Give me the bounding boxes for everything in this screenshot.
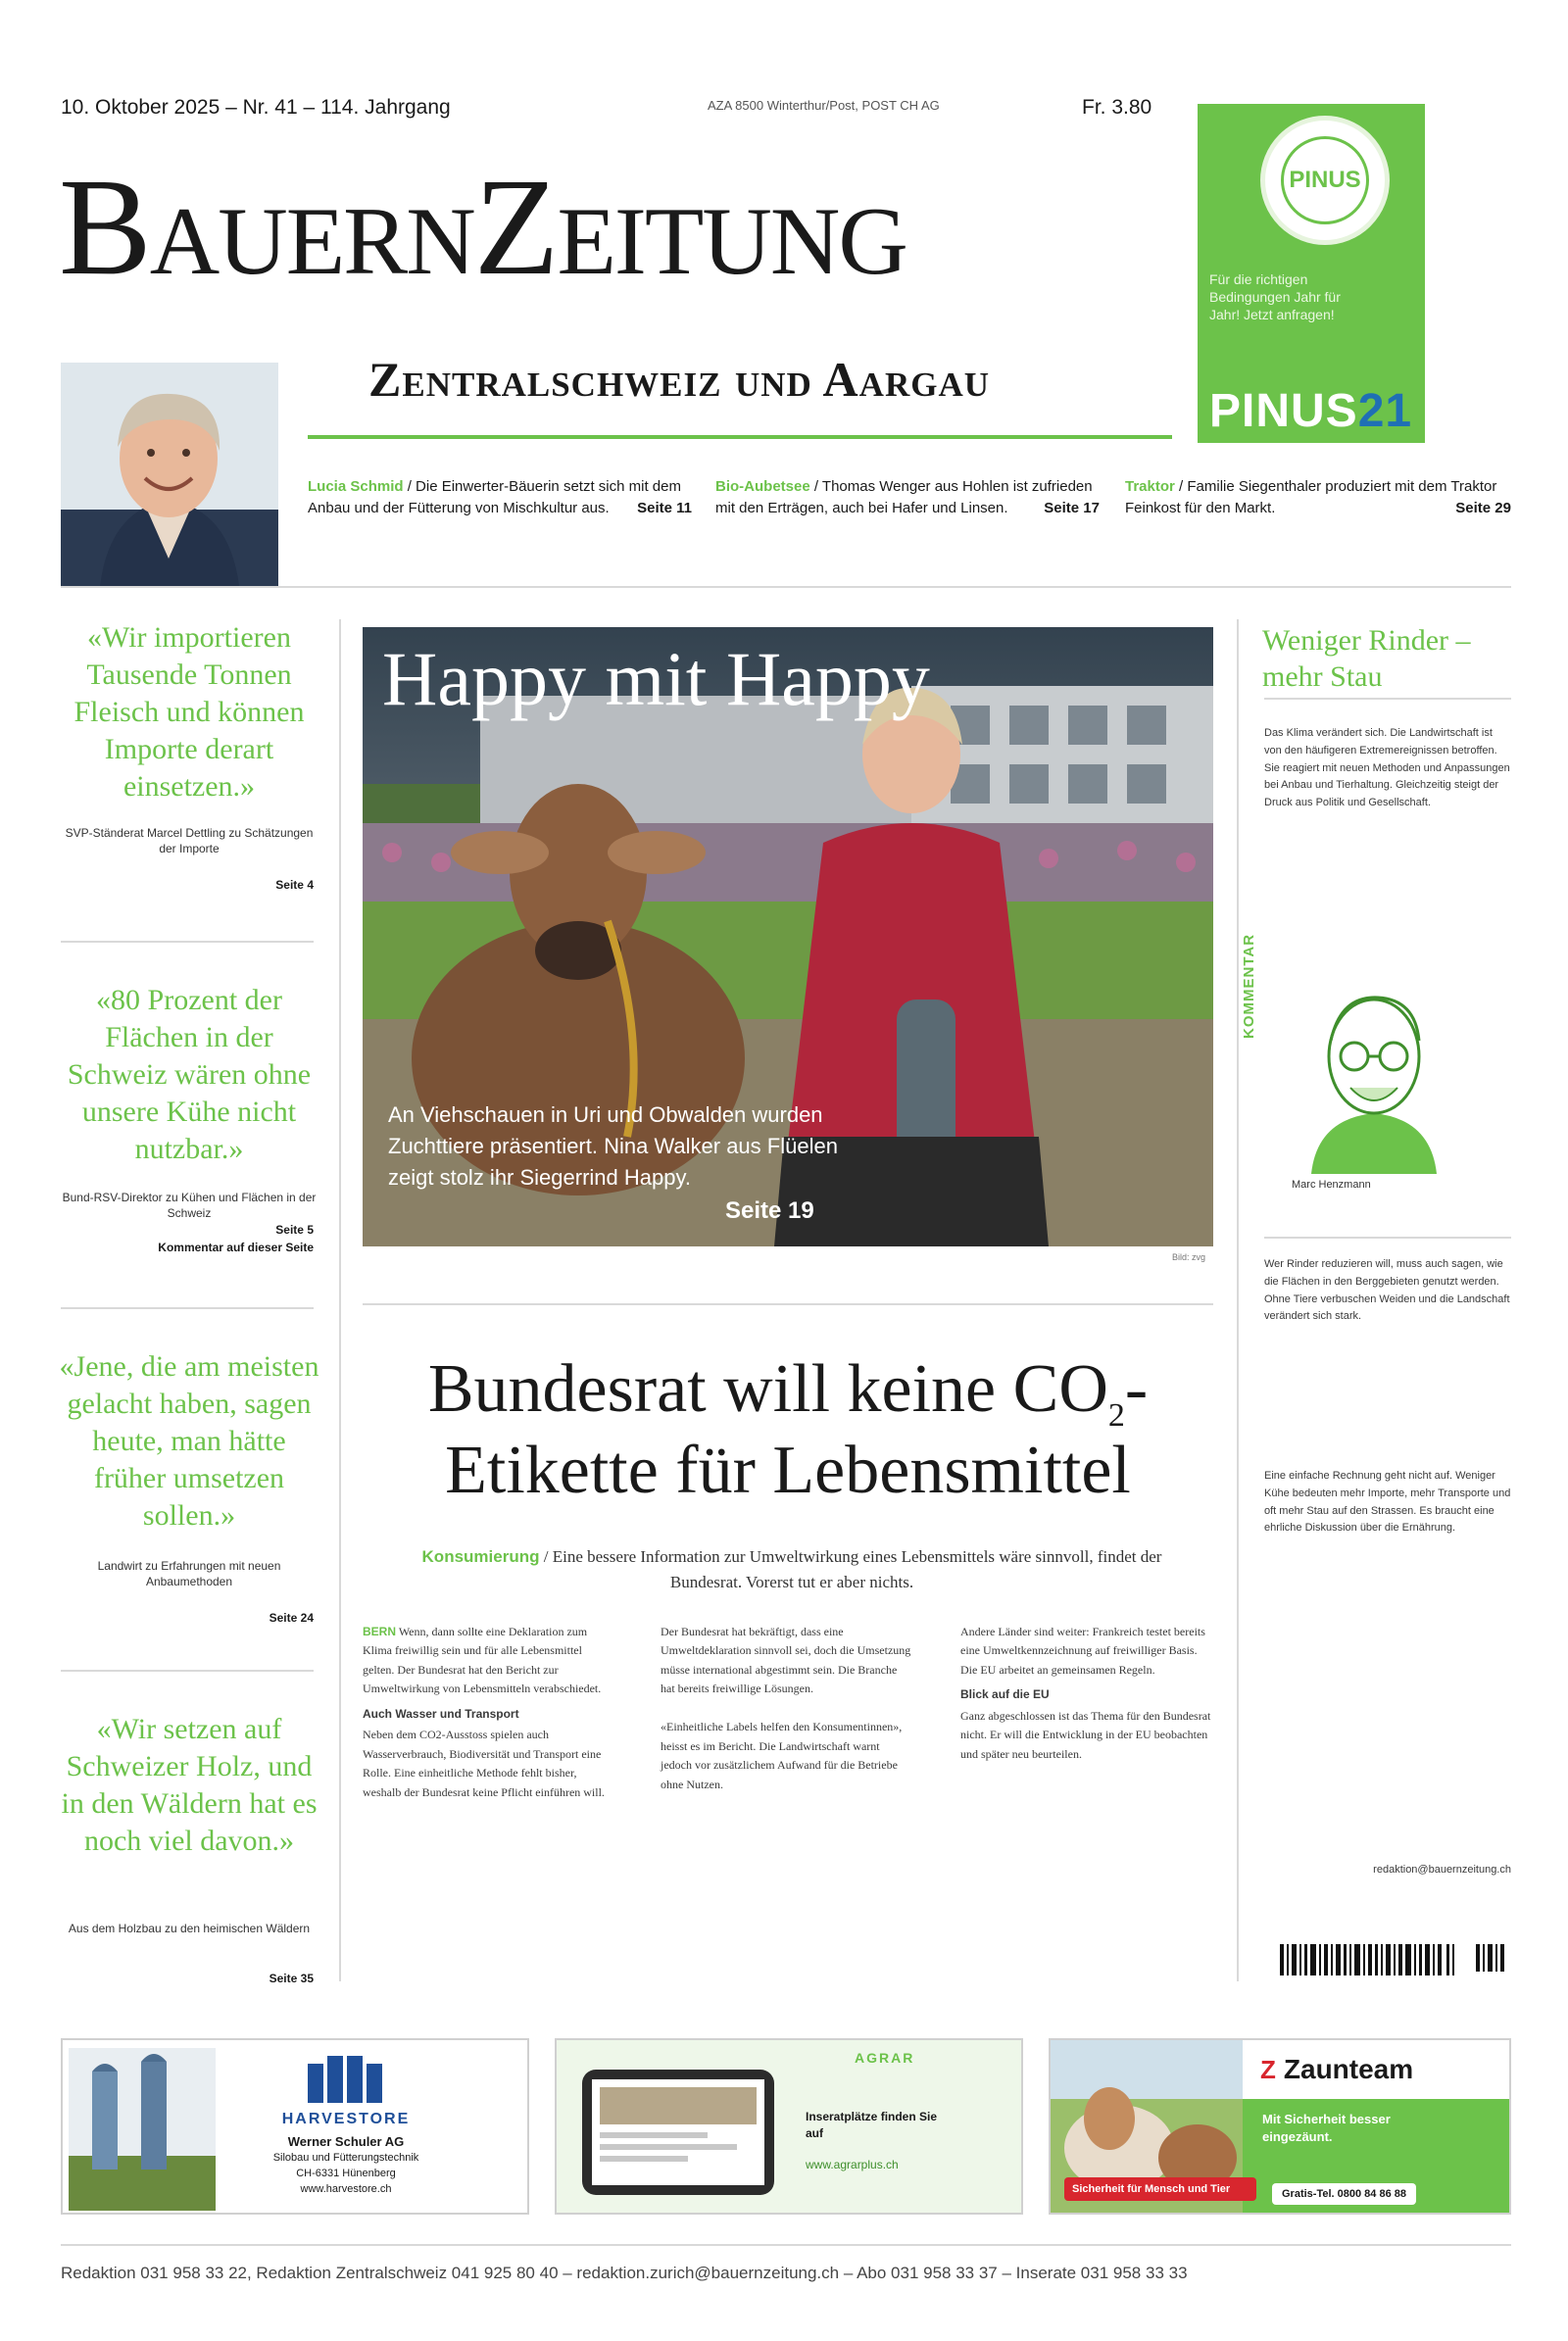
article-subhead: Auch Wasser und Transport — [363, 1706, 519, 1721]
article-subhead: Blick auf die EU — [960, 1687, 1050, 1702]
teaser-keyword: Bio-Aubetsee — [715, 478, 810, 495]
photo-caption: An Viehschauen in Uri und Obwalden wurden Zuchttiere präsentiert. Nina Walker aus Flüelen zeigt stolz ihr Siegerrind Happy. — [388, 1102, 838, 1190]
ad-line: Silobau und Fütterungstechnik — [272, 2152, 419, 2164]
commentary-text-3: Eine einfache Rechnung geht nicht auf. Weniger Kühe bedeuten mehr Importe, mehr Transporte und oft mehr Stau auf den Strassen. Es braucht eine ehrliche Diskussion über die Ernährung. — [1264, 1470, 1511, 1535]
quote-2-page[interactable]: Seite 5 — [275, 1223, 314, 1237]
ad-slogan: Mit Sicherheit besser eingezäunt. — [1262, 2112, 1391, 2144]
harvestore-logo-icon — [298, 2052, 396, 2107]
quote-3-source: Landwirt zu Erfahrungen mit neuen Anbaumethoden — [97, 1559, 281, 1589]
quote-2: «80 Prozent der Flächen in der Schweiz wären ohne unsere Kühe nicht nutzbar.» — [67, 984, 312, 1166]
quote-4: «Wir setzen auf Schweizer Holz, und in den Wäldern hat es noch viel davon.» — [61, 1713, 318, 1858]
article-column-1 — [363, 1623, 615, 1802]
ad-company: Werner Schuler AG — [287, 2134, 405, 2149]
teaser-page: Seite 29 — [1455, 499, 1511, 516]
pinus-ad[interactable] — [1198, 104, 1425, 443]
headline-text-before: Bundesrat will keine CO — [427, 1351, 1108, 1427]
quote-divider — [61, 1307, 314, 1309]
quote-4-page[interactable]: Seite 35 — [269, 1972, 314, 1985]
teaser-2[interactable]: Bio-Aubetsee / Thomas Wenger aus Hohlen ist zufrieden mit den Erträgen, auch bei Hafer und Linsen. Seite 17 — [715, 476, 1100, 519]
article-text: «Einheitliche Labels helfen den Konsumentinnen», heisst es im Bericht. Die Landwirtschaft warnt jedoch vor zusätzlichem Aufwand für die Betriebe ohne Nutzen. — [661, 1720, 903, 1791]
pinus-brand-word: PINUS — [1209, 385, 1358, 437]
article-column-2 — [661, 1623, 913, 1794]
photo-title: Happy mit Happy — [382, 636, 930, 721]
teaser-divider — [61, 586, 1511, 588]
footer-contact[interactable]: Redaktion 031 958 33 22, Redaktion Zentralschweiz 041 925 80 40 – redaktion.zurich@bauernzeitung.ch – Abo 031 958 33 37 – Inserate 031 958 33 33 — [61, 2264, 1188, 2282]
author-illustration — [1301, 982, 1446, 1174]
headline-deck: Konsumierung / Eine bessere Information zur Umweltwirkung eines Lebensmittels wäre sinnvoll, findet der Bundesrat. Vorerst tut er aber nichts. — [421, 1547, 1162, 1592]
pinus-badge — [1260, 116, 1390, 245]
teaser-page: Seite 17 — [1044, 499, 1100, 516]
pinus-badge-label: PINUS — [1281, 136, 1369, 224]
quote-3: «Jene, die am meisten gelacht haben, sagen heute, man hätte früher umsetzen sollen.» — [59, 1350, 319, 1533]
price: Fr. 3.80 — [1082, 96, 1152, 119]
teaser-text: Thomas Wenger aus Hohlen ist zufrieden mit den Erträgen, auch bei Hafer und Linsen. — [715, 478, 1093, 516]
commentary-label: KOMMENTAR — [1241, 933, 1257, 1039]
silo-illustration — [69, 2048, 216, 2211]
left-column-rule — [339, 619, 341, 1981]
commentary-divider — [1264, 1237, 1511, 1239]
commentary-author: Marc Henzmann — [1292, 1179, 1371, 1191]
quote-divider — [61, 1670, 314, 1672]
main-headline[interactable] — [363, 1352, 1213, 1508]
print-info: AZA 8500 Winterthur/Post, POST CH AG — [708, 98, 940, 113]
commentary-email[interactable]: redaktion@bauernzeitung.ch — [1373, 1864, 1511, 1876]
quote-divider — [61, 941, 314, 943]
ad-brand: AGRAR — [855, 2050, 915, 2066]
teaser-3[interactable]: Traktor / Familie Siegenthaler produziert mit dem Traktor Feinkost für den Markt. Seite 29 — [1125, 476, 1511, 519]
ad-line: CH-6331 Hünenberg — [296, 2168, 396, 2179]
ad-text: Inseratplätze finden Sie auf — [806, 2110, 938, 2140]
teaser-portrait-photo — [61, 363, 278, 586]
footer-divider — [61, 2244, 1511, 2246]
ad-agrar[interactable] — [555, 2038, 1023, 2215]
article-text: Andere Länder sind weiter: Frankreich testet bereits eine Umweltkennzeichnung auf freiwilliger Basis. Die EU arbeitet an gemeinsamen Regeln. — [960, 1625, 1205, 1677]
teaser-text: Familie Siegenthaler produziert mit dem Traktor Feinkost für den Markt. — [1125, 478, 1497, 516]
commentary-text-1: Das Klima verändert sich. Die Landwirtschaft ist von den häufigeren Extremereignissen betroffen. Sie reagiert mit neuen Methoden und Anpassungen bei Anbau und Tierhaltung. Gleichzeitig steigt der Druck aus Politik und Gesellschaft. — [1264, 727, 1510, 809]
teaser-1[interactable]: Lucia Schmid / Die Einwerter-Bäuerin setzt sich mit dem Anbau und der Fütterung von Mischkultur aus. Seite 11 — [308, 476, 692, 519]
commentary-headline[interactable]: Weniger Rinder – mehr Stau — [1262, 624, 1471, 693]
headline-divider — [363, 1303, 1213, 1305]
dateline: 10. Oktober 2025 – Nr. 41 – 114. Jahrgang — [61, 96, 451, 119]
z-icon: Z — [1260, 2054, 1276, 2084]
photo-credit: Bild: zvg — [1172, 1252, 1206, 1262]
dateline-keyword: BERN — [363, 1625, 397, 1638]
commentary-divider — [1264, 698, 1511, 700]
regional-edition-subtitle: Zentralschweiz und Aargau — [368, 352, 990, 407]
ad-harvestore[interactable] — [61, 2038, 529, 2215]
quote-2-extra[interactable]: Kommentar auf dieser Seite — [158, 1241, 314, 1254]
ad-badge: Sicherheit für Mensch und Tier — [1064, 2177, 1256, 2201]
zaunteam-logo — [1260, 2050, 1505, 2089]
quote-1-source: SVP-Ständerat Marcel Dettling zu Schätzungen der Importe — [65, 826, 314, 856]
ad-phone[interactable]: Gratis-Tel. 0800 84 86 88 — [1272, 2183, 1416, 2205]
article-text: Der Bundesrat hat bekräftigt, dass eine Umweltdeklaration sinnvoll sei, doch die Umsetzung müsse international abgestimmt sein. Die Branche hat bereits freiwillige Lösungen. — [661, 1625, 911, 1696]
pinus-brand-number: 21 — [1357, 385, 1413, 437]
article-text: Ganz abgeschlossen ist das Thema für den Bundesrat nicht. Er will die Entwicklung in der EU beobachten und später neu beurteilen. — [960, 1708, 1211, 1761]
teaser-keyword: Lucia Schmid — [308, 478, 404, 495]
ad-website: www.harvestore.ch — [300, 2183, 392, 2195]
headline-text-after: -Etikette für Lebensmittel — [445, 1351, 1149, 1509]
quote-4-source: Aus dem Holzbau zu den heimischen Wäldern — [68, 1922, 311, 1935]
quote-2-source: Bund-RSV-Direktor zu Kühen und Flächen in der Schweiz — [62, 1191, 317, 1221]
headline-subscript: 2 — [1107, 1397, 1125, 1434]
deck-text: Eine bessere Information zur Umweltwirkung eines Lebensmittels wäre sinnvoll, findet der Bundesrat. Vorerst tut er aber nichts. — [552, 1547, 1162, 1592]
article-text: Neben dem CO2-Ausstoss spielen auch Wasserverbrauch, Biodiversität und Transport eine Rolle. Eine einheitliche Methode fehlt bisher, weshalb der Bundesrat keine Pflicht einführen will. — [363, 1728, 605, 1799]
newspaper-logo[interactable]: BauernZeitung — [59, 149, 906, 304]
teaser-page: Seite 11 — [637, 499, 692, 516]
quote-1: «Wir importieren Tausende Tonnen Fleisch und können Importe derart einsetzen.» — [74, 621, 305, 804]
teaser-keyword: Traktor — [1125, 478, 1175, 495]
commentary-text-2: Wer Rinder reduzieren will, muss auch sagen, wie die Flächen in den Berggebieten genutzt werden. Ohne Tiere verbuschen Weiden und die Landschaft verändert sich stark. — [1264, 1258, 1510, 1323]
teaser-text: Die Einwerter-Bäuerin setzt sich mit dem Anbau und der Fütterung von Mischkultur aus. — [308, 478, 681, 516]
quote-3-page[interactable]: Seite 24 — [269, 1611, 314, 1625]
article-column-3 — [960, 1623, 1213, 1764]
deck-keyword: Konsumierung — [421, 1547, 540, 1566]
pinus-ad-text: Für die richtigen Bedingungen Jahr für Jahr! Jetzt anfragen! — [1209, 271, 1341, 323]
article-text: Wenn, dann sollte eine Deklaration zum Klima freiwillig sein und für alle Lebensmittel gelten. Der Bundesrat hat den Bericht zur Umweltwirkung von Lebensmitteln verabschiedet. — [363, 1625, 602, 1696]
pinus-brand — [1209, 384, 1412, 438]
tablet-illustration — [582, 2070, 774, 2195]
ad-url: www.agrarplus.ch — [806, 2158, 899, 2171]
right-column-rule — [1237, 619, 1239, 1981]
ad-brand: HARVESTORE — [281, 2111, 411, 2127]
ad-zaunteam[interactable] — [1049, 2038, 1511, 2215]
barcode — [1280, 1944, 1511, 1985]
quote-1-page[interactable]: Seite 4 — [275, 878, 314, 892]
photo-page-ref[interactable]: Seite 19 — [725, 1197, 814, 1224]
masthead-divider — [308, 435, 1172, 439]
ad-brand: Zaunteam — [1283, 2054, 1414, 2084]
